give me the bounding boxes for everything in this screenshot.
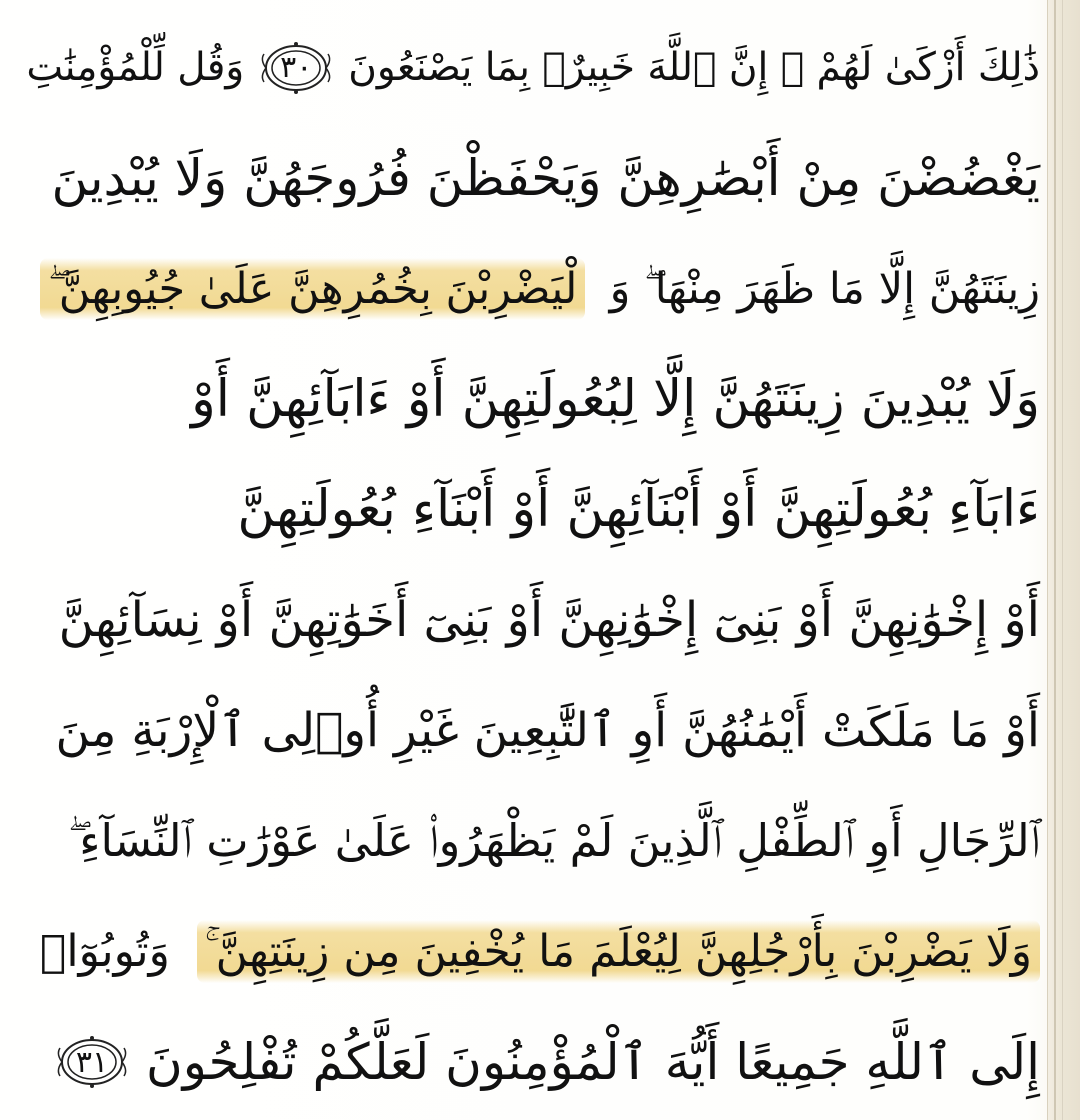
verse-line bbox=[40, 786, 1040, 897]
verse-text[interactable]: أَوْ إِخْوَٰنِهِنَّ أَوْ بَنِىٓ إِخْوَٰنِهِنَّ أَوْ بَنِىٓ أَخَوَٰتِهِنَّ أَوْ نِسَآئِهِنَّ bbox=[58, 592, 1040, 648]
verse-lines bbox=[26, 0, 1050, 1120]
verse-line bbox=[40, 675, 1040, 786]
verse-text[interactable]: وَتُوبُوٓا۟ bbox=[40, 926, 170, 977]
highlighted-verse-text[interactable]: وَلَا يَضْرِبْنَ بِأَرْجُلِهِنَّ لِيُعْلَمَ مَا يُخْفِينَ مِن زِينَتِهِنَّ ۚ bbox=[197, 920, 1040, 983]
verse-line bbox=[40, 454, 1040, 565]
page-edge bbox=[1047, 0, 1080, 1120]
verse-text[interactable]: ذَٰلِكَ أَزْكَىٰ لَهُمْ ۗ إِنَّ ٱللَّهَ خَبِيرٌۢ بِمَا يَصْنَعُونَ bbox=[348, 45, 1040, 90]
verse-text[interactable]: ءَابَآءِ بُعُولَتِهِنَّ أَوْ أَبْنَآئِهِنَّ أَوْ أَبْنَآءِ بُعُولَتِهِنَّ bbox=[237, 480, 1040, 539]
verse-text[interactable]: يَغْضُضْنَ مِنْ أَبْصَٰرِهِنَّ وَيَحْفَظْنَ فُرُوجَهُنَّ وَلَا يُبْدِينَ bbox=[51, 149, 1040, 207]
ayah-end-marker bbox=[50, 1034, 134, 1090]
highlighted-verse-text[interactable]: لْيَضْرِبْنَ بِخُمُرِهِنَّ عَلَىٰ جُيُوبِهِنَّ ۖ bbox=[40, 258, 585, 320]
ayah-end-marker bbox=[254, 40, 338, 96]
verse-line bbox=[40, 565, 1040, 676]
verse-text[interactable]: وَقُل لِّلْمُؤْمِنَٰتِ bbox=[26, 45, 245, 90]
verse-line bbox=[40, 896, 1040, 1007]
verse-text[interactable]: إِلَى ٱللَّهِ جَمِيعًا أَيُّهَ ٱلْمُؤْمِنُونَ لَعَلَّكُمْ تُفْلِحُونَ bbox=[146, 1033, 1040, 1091]
verse-text[interactable]: زِينَتَهُنَّ إِلَّا مَا ظَهَرَ مِنْهَا ۖ وَ bbox=[609, 263, 1040, 314]
ayah-number: ٣١ bbox=[75, 1044, 109, 1080]
verse-text[interactable]: ٱلرِّجَالِ أَوِ ٱلطِّفْلِ ٱلَّذِينَ لَمْ يَظْهَرُوا۟ عَلَىٰ عَوْرَٰتِ ٱلنِّسَآءِ ۖ bbox=[68, 814, 1040, 867]
verse-text[interactable]: أَوْ مَا مَلَكَتْ أَيْمَٰنُهُنَّ أَوِ ٱلتَّٰبِعِينَ غَيْرِ أُو۟لِى ٱلْإِرْبَةِ مِنَ bbox=[55, 703, 1040, 758]
verse-line bbox=[40, 1007, 1040, 1118]
verse-line bbox=[40, 344, 1040, 455]
verse-text[interactable]: وَلَا يُبْدِينَ زِينَتَهُنَّ إِلَّا لِبُعُولَتِهِنَّ أَوْ ءَابَآئِهِنَّ أَوْ bbox=[191, 369, 1040, 429]
verse-line bbox=[40, 123, 1040, 234]
verse-line bbox=[26, 12, 1040, 123]
ayah-number: ٣٠ bbox=[280, 50, 313, 85]
verse-line bbox=[40, 233, 1040, 344]
